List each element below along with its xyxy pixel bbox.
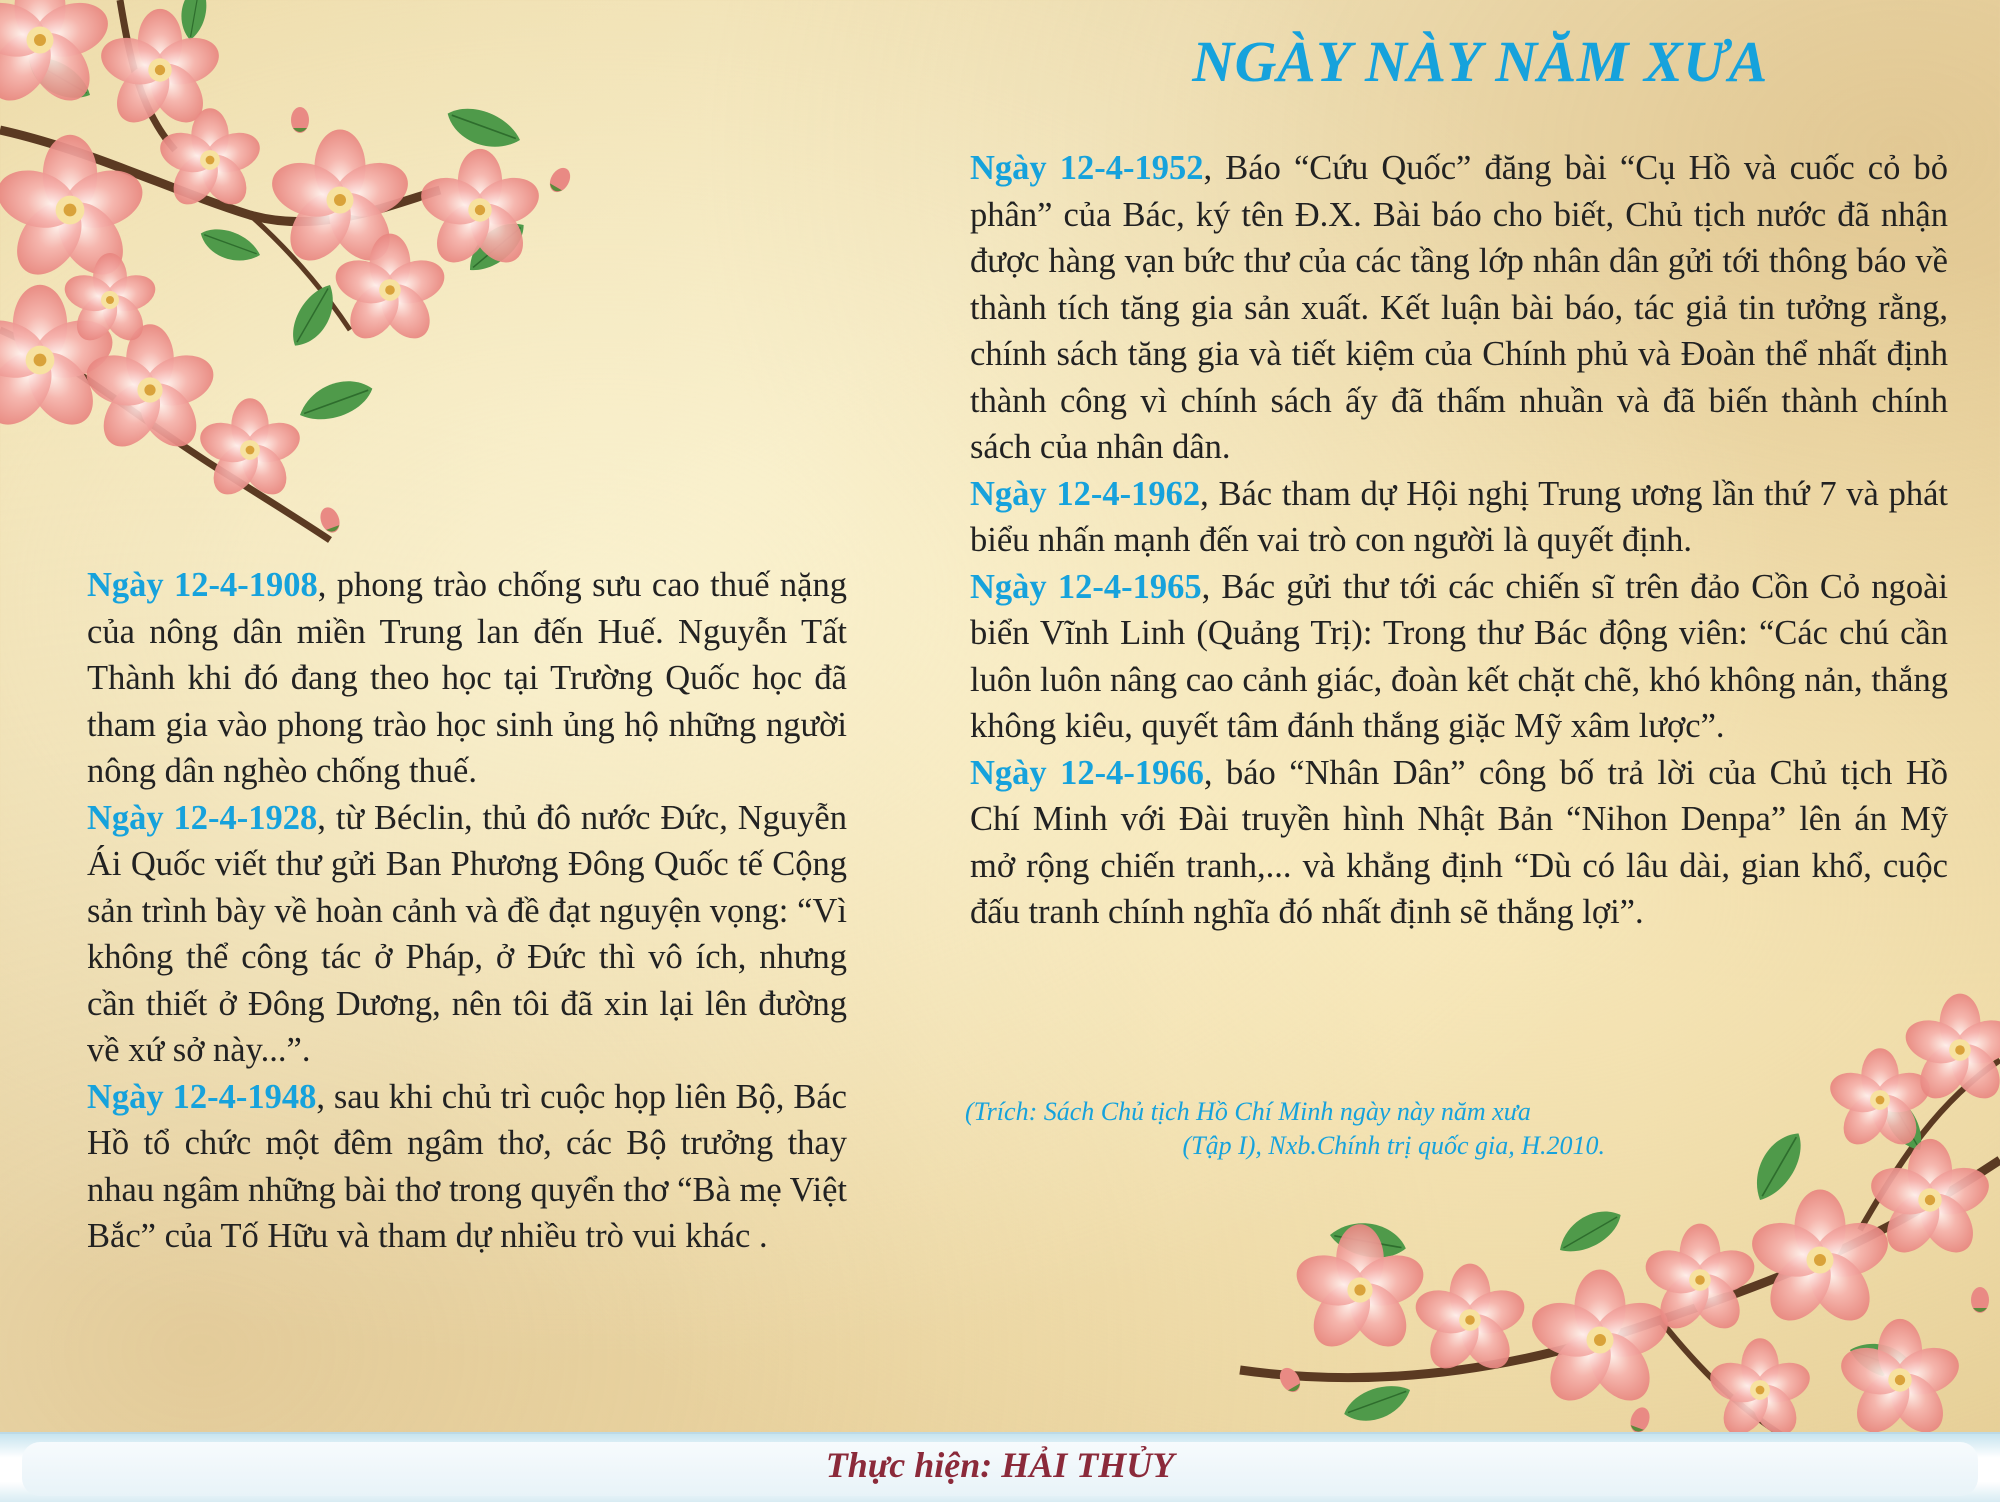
entry-text: , từ Béclin, thủ đô nước Đức, Nguyễn Ái Quốc viết thư gửi Ban Phương Đông Quốc tế Cộng sản trình bày về hoàn cảnh và đề đạt nguyện vọng: “Vì không thể công tác ở Pháp, ở Đức thì vô ích, nhưng cần thiết ở Đông Dương, nên tôi đã xin lại lên đường về xứ sở này...”. [87,798,847,1069]
entry-1908 [87,562,847,795]
entry-1928 [87,795,847,1074]
source-citation [965,1095,1605,1163]
entry-1965 [970,564,1948,750]
entry-text: , sau khi chủ trì cuộc họp liên Bộ, Bác Hồ tổ chức một đêm ngâm thơ, các Bộ trưởng thay nhau ngâm những bài thơ trong quyển thơ “Bà mẹ Việt Bắc” của Tố Hữu và tham dự nhiều trò vui khác . [87,1077,847,1255]
entry-date: Ngày 12-4-1952 [970,149,1204,187]
entry-date: Ngày 12-4-1908 [87,566,318,604]
footer-credit: Thực hiện: HẢI THỦY [825,1445,1175,1485]
entry-date: Ngày 12-4-1965 [970,567,1202,606]
entry-text: , Bác tham dự Hội nghị Trung ương lần thứ 7 và phát biểu nhấn mạnh đến vai trò con người là quyết định. [970,474,1948,559]
entry-date: Ngày 12-4-1928 [87,798,318,837]
left-column [87,562,847,1260]
entry-1948 [87,1074,847,1260]
entry-text: , báo “Nhân Dân” công bố trả lời của Chủ tịch Hồ Chí Minh với Đài truyền hình Nhật Bản “Nihon Denpa” lên án Mỹ mở rộng chiến tranh,... và khẳng định “Dù có lâu dài, gian khổ, cuộc đấu tranh chính nghĩa đó nhất định sẽ thắng lợi”. [970,753,1948,931]
right-column [970,145,1948,936]
entry-text: , Báo “Cứu Quốc” đăng bài “Cụ Hồ và cuốc cỏ bỏ phân” của Bác, ký tên Đ.X. Bài báo cho biết, Chủ tịch nước đã nhận được hàng vạn bức thư của các tầng lớp nhân dân gửi tới thông báo về thành tích tăng gia sản xuất. Kết luận bài báo, tác giả tin tưởng rằng, chính sách tăng gia và tiết kiệm của Chính phủ và Đoàn thể nhất định thành công vì chính sách ấy đã thấm nhuần và đã biến thành chính sách của nhân dân. [970,149,1948,466]
entry-text: , Bác gửi thư tới các chiến sĩ trên đảo Cồn Cỏ ngoài biển Vĩnh Linh (Quảng Trị): Trong thư Bác động viên: “Các chú cần luôn luôn nâng cao cảnh giác, đoàn kết chặt chẽ, khó không nản, thắng không kiêu, quyết tâm đánh thắng giặc Mỹ xâm lược”. [970,567,1948,745]
entry-1966 [970,750,1948,936]
entry-date: Ngày 12-4-1948 [87,1077,317,1116]
entry-date: Ngày 12-4-1966 [970,753,1204,792]
entry-1952 [970,145,1948,471]
entry-date: Ngày 12-4-1962 [970,474,1201,513]
source-line-1: (Trích: Sách Chủ tịch Hồ Chí Minh ngày này năm xưa [965,1097,1531,1126]
source-line-2: (Tập I), Nxb.Chính trị quốc gia, H.2010. [1182,1131,1605,1160]
page-title: NGÀY NÀY NĂM XƯA [1192,29,1768,94]
entry-text: , phong trào chống sưu cao thuế nặng của nông dân miền Trung lan đến Huế. Nguyễn Tất Thành khi đó đang theo học tại Trường Quốc học đã tham gia vào phong trào học sinh ủng hộ những người nông dân nghèo chống thuế. [87,566,847,790]
entry-1962 [970,471,1948,564]
